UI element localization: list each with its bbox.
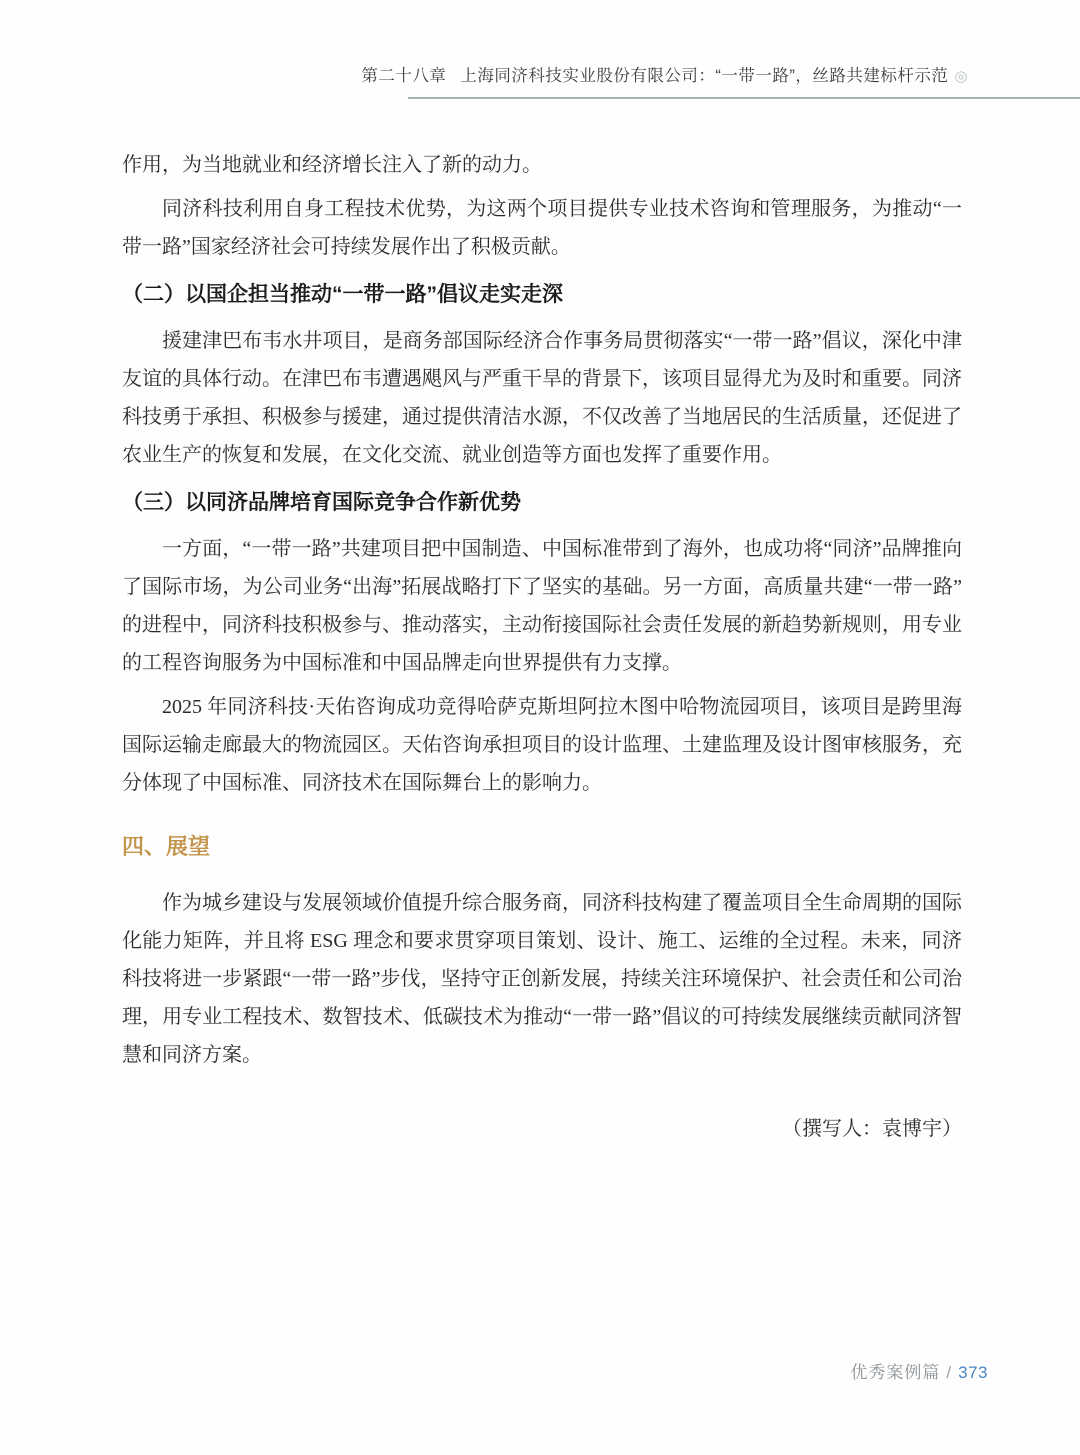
section-heading-3: （三）以同济品牌培育国际竞争合作新优势 [122,491,521,514]
page-footer [850,1358,988,1383]
author-line: （撰写人：袁博宇） [782,1118,962,1140]
page-number: 373 [958,1363,988,1382]
footer-section-label: 优秀案例篇 [850,1363,941,1382]
paragraph-kazakhstan: 2025 年同济科技·天佑咨询成功竞得哈萨克斯坦阿拉木图中哈物流园项目，该项目是跨里海国际运输走廊最大的物流园区。天佑咨询承担项目的设计监理、土建监理及设计图审核服务，充分体现了中国标准、同济技术在国际舞台上的影响力。 [122,696,962,794]
section-heading-outlook: 四、展望 [122,834,211,859]
paragraph-outlook: 作为城乡建设与发展领域价值提升综合服务商，同济科技构建了覆盖项目全生命周期的国际化能力矩阵，并且将 ESG 理念和要求贯穿项目策划、设计、施工、运维的全过程。未来，同济科技将进一步紧跟“一带一路”步伐，坚持守正创新发展，持续关注环境保护、社会责任和公司治理，用专业工程技术、数智技术、低碳技术为推动“一带一路”倡议的可持续发展继续贡献同济智慧和同济方案。 [122,892,962,1066]
running-header-text [0,64,1080,89]
paragraph-brand: 一方面，“一带一路”共建项目把中国制造、中国标准带到了海外，也成功将“同济”品牌推向了国际市场，为公司业务“出海”拓展战略打下了坚实的基础。另一方面，高质量共建“一带一路”的进程中，同济科技积极参与、推动落实，主动衔接国际社会责任发展的新趋势新规则，用专业的工程咨询服务为中国标准和中国品牌走向世界提供有力支撑。 [122,538,962,674]
running-header [0,64,1080,89]
page-body [122,146,962,1148]
chapter-number: 第二十八章 [361,67,447,85]
paragraph-tongji-service: 同济科技利用自身工程技术优势，为这两个项目提供专业技术咨询和管理服务，为推动“一带一路”国家经济社会可持续发展作出了积极贡献。 [122,198,962,258]
chapter-title: 上海同济科技实业股份有限公司：“一带一路”，丝路共建标杆示范 [460,67,949,85]
section-heading-2: （二）以国企担当推动“一带一路”倡议走实走深 [122,283,563,306]
footer-separator: / [946,1363,953,1382]
paragraph-continuation: 作用，为当地就业和经济增长注入了新的动力。 [122,154,542,176]
header-ornament-icon: ◎ [954,68,968,85]
paragraph-zimbabwe: 援建津巴布韦水井项目，是商务部国际经济合作事务局贯彻落实“一带一路”倡议，深化中津友谊的具体行动。在津巴布韦遭遇飓风与严重干旱的背景下，该项目显得尤为及时和重要。同济科技勇于承担、积极参与援建，通过提供清洁水源，不仅改善了当地居民的生活质量，还促进了农业生产的恢复和发展，在文化交流、就业创造等方面也发挥了重要作用。 [122,330,962,466]
header-rule [408,97,1080,99]
